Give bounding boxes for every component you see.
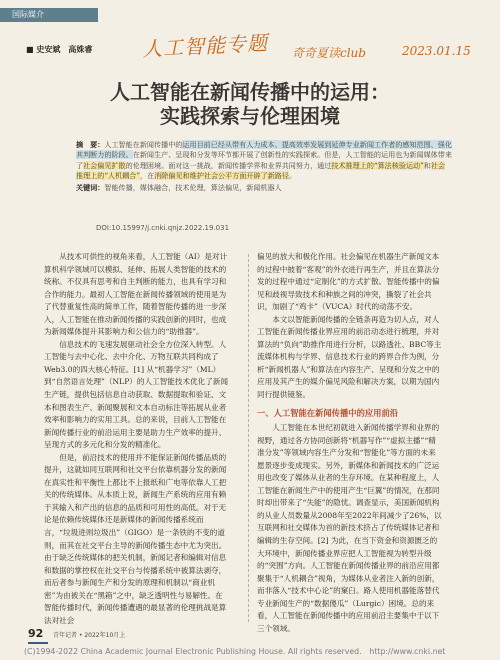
paragraph: 从技术可供性的视角来看，人工智能（AI）是对计算机科学领域可以模拟、延伸、拓展人类智能的技术的统称。不仅具有思考和自主判断的能力，也具有学习和合作的能力。最初人工智能在新闻传播领域的使用是为了代替重复性高的简单工作，随着智能传播的进一步深入，人工智能在推动新闻传播的实践创新的同时，也成为新闻媒体提升其影响力和公信力的“助推器”。	[44, 252, 228, 337]
paragraph: 本文以智能新闻传播的全链条再造为切入点，对人工智能在新闻传播业界应用的前沿动态进行梳理，并对算法的“负向”助推作用进行分析，以路透社、BBC等主流媒体机构与学界、信息技术行业的跨界合作为例，分析“新闻机器人”和算法在内容生产、呈现和分发之中的应用及其产生的媒介偏见风险和解决方案，以期为国内同行提供镜鉴。	[257, 314, 442, 400]
abstract-highlight: 社会推理上的“人机耦合”	[76, 160, 446, 180]
paragraph: 但是，前沿技术的使用并不能保证新闻传播品质的提升，这就如同互联网和社交平台依靠机器分发的新闻在真实性和平衡性上都比不上报纸和广电等依靠人工把关的传统媒体。从本质上说，新闻生产系统的应用有赖于其输入和产出的信息的品质和可用性的高低。对于无论是依赖传统媒体还是新媒体的新闻传播系统而言，“垃圾进则垃圾出”（GIGO）是一条铁的不变的道则，而其在社交平台主导的新闻传播生态中尤为突出。由于缺乏传统媒体的把关机制，新闻记者和编辑对信息和数据的掌控权在社交平台与传播系统中被算法剥夺，而后者参与新闻生产和分发的原理和机制以“商业机密”为由被关在“黑箱”之中，缺乏透明性与易解性。在智能传播时代，新闻传播遭遇的最显著的伦理挑战是算法对社会	[44, 452, 227, 625]
paragraph: 人工智能在本世纪初就进入新闻传播学界和业界的视野，通过各方协同创新将“机器写作”“虚拟主播”“精准分发”等领域内容生产分发和“智能化”等方面的未来愿景逐步变成现实。另外，新媒体和新闻技术的广泛运用也改变了媒体从业者的生存环境。在某种程度上，人工智能在新闻生产中的使用产生“巨翼”的情况，在那同时却出带来了“失能”的隐忧。调查显示，美国新闻机构的从业人员数量从2008年至2022年间减少了26%，以互联网和社交媒体为首的新技术挤占了传统媒体记者和编辑的生存空间。[2] 为此，在当下资金和资源匮乏的大环境中，新闻传播业界应把人工智能视为转型升级的“突围”方向。人工智能在新闻传播业界的前沿应用都聚集于“人机耦合”视角，为媒体从业者注入新的创新，而非落入“技术中心论”的窠臼。路人使用机器能落替代专业新闻生产的“数据傻瓜”（Lurgic）困境。总的来看，人工智能在新闻传播中的应用前沿主要集中于以下三个领域。	[257, 423, 442, 633]
page-number: 92	[28, 627, 44, 640]
abstract-highlight: 消除偏见和维护社会公平方面开辟了新路径	[154, 170, 289, 180]
abstract-text: 的伦理困境。面对这一挑战，新闻传播学界和业界共同努力，通过	[125, 160, 332, 170]
abstract-text: ，在	[140, 170, 155, 180]
handwritten-club: 奇奇夏读club	[292, 46, 366, 60]
abstract-text: 和	[423, 160, 431, 170]
keywords-label: 关键词：	[76, 183, 105, 193]
abstract	[76, 140, 452, 193]
column-divider	[248, 254, 249, 622]
paragraph: 信息技术的飞速发展驱动社会全方位深入转型。人工智能与去中心化、去中介化、万物互联共同构成了Web3.0的四大核心特征。[1] 从“机器学习”（ML）到“自然语言处理”（NLP）的人工智能技术优化了新闻生产链，提供包括信息自动获取、数据提取和验证、文本和图表生产、新闻聚展和文本自动标注等拓展从业者效率和影响力的实用工具。总的来说，目前人工智能在新闻传播行业的前沿运用主要是助力生产效率的提升、呈现方式的多元化和分发的精准化。	[44, 339, 229, 450]
abstract-text: 。	[288, 170, 297, 180]
copyright-notice: (C)1994-2022 China Academic Journal Electronic Publishing House. All rights reserved. http://www.cnki.net	[24, 647, 446, 656]
handwritten-note: 人工智能专题	[141, 30, 269, 62]
abstract-text: 在新闻生产、呈现和分发等环节都开展了创新性的实践探索。但是，人工智能的运用也为新闻媒体带来了	[76, 150, 452, 170]
section-label: 国际媒介	[0, 8, 98, 22]
body-column-left	[44, 251, 230, 626]
authors: ■ 史安斌 高姝睿	[26, 45, 93, 54]
abstract-label: 摘 要：	[76, 140, 105, 149]
footer-bar	[28, 642, 48, 644]
doi: DOI:10.15997/j.cnki.qnjz.2022.19.031	[96, 224, 230, 232]
publication-info: 青年记者 • 2022年10月上	[53, 632, 126, 639]
abstract-text: 人工智能在新闻传播中的	[104, 140, 183, 149]
section-heading: 一、人工智能在新闻传播中的应用前沿	[257, 407, 399, 418]
paragraph: 偏见的放大和极化作用。社会偏见在机器生产新闻文本的过程中披着“客观”的外衣进行再生产，并且在算法分发的过程中通过“定制化”的方式扩散。智能传播中的偏见和歧视导致技术和种族之间的冲突，撕裂了社会共识，加剧了“鸡卡”（VUCA）时代的动荡不安。	[257, 252, 440, 312]
handwritten-date: 2023.01.15	[402, 44, 471, 58]
body-column-right	[257, 251, 443, 633]
abstract-highlight: 技术推理上的“算法核验运动”	[331, 160, 424, 170]
abstract-highlight: 运用目前已经从带有人力成本、提高效率发展到延伸专业新闻工作者的感知范围、强化其判断力的阶段。	[76, 140, 452, 160]
page-title-line2: 实践探索与伦理困境	[160, 104, 340, 128]
keywords: 智能传播，媒体融合，技术伦理，算法偏见，新闻机器人	[104, 183, 282, 193]
abstract-highlight: 社会偏见扩散	[83, 160, 126, 170]
page-title-line1: 人工智能在新闻传播中的运用：	[110, 80, 390, 104]
